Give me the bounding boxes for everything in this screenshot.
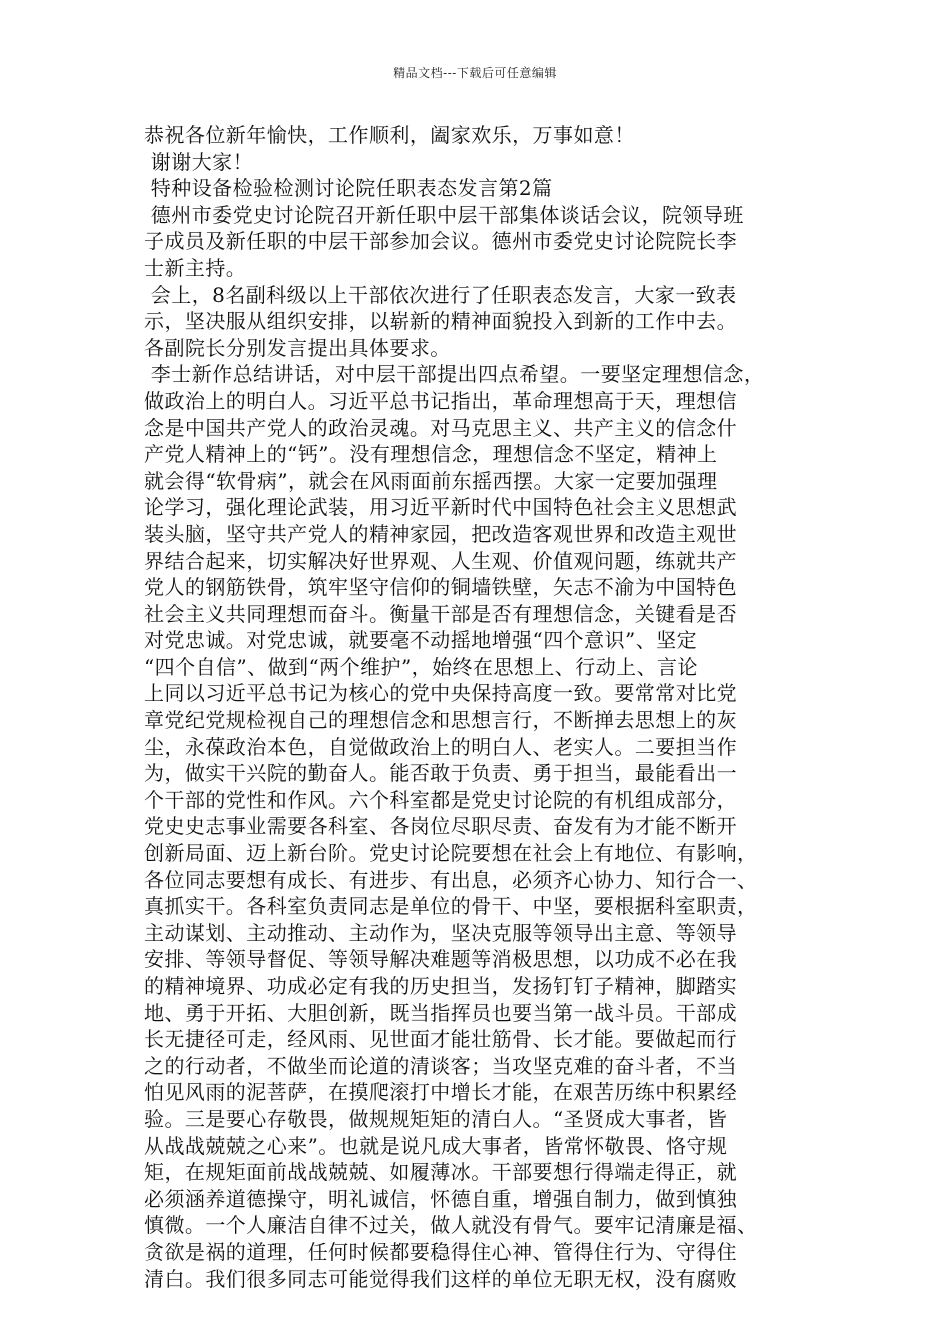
text-line: 章党纪党规检视自己的理想信念和思想言行，不断掸去思想上的灰 xyxy=(144,708,738,733)
text-line: 装头脑，坚守共产党人的精神家园，把改造客观世界和改造主观世 xyxy=(144,521,738,546)
text-line: 会上，8名副科级以上干部依次进行了任职表态发言，大家一致表 xyxy=(144,282,737,307)
text-line: 的精神境界、功成必定有我的历史担当，发扬钉钉子精神，脚踏实 xyxy=(144,974,738,998)
text-line: 各副院长分别发言提出具体要求。 xyxy=(144,335,451,360)
text-line: 验。三是要心存敬畏，做规规矩矩的清白人。“圣贤成大事者，皆 xyxy=(144,1106,728,1131)
text-line: 之的行动者，不做坐而论道的清谈客；当攻坚克难的奋斗者，不当 xyxy=(144,1053,738,1078)
text-line: 必须涵养道德操守，明礼诚信，怀德自重，增强自制力，做到慎独 xyxy=(144,1186,738,1211)
text-line: 德州市委党史讨论院召开新任职中层干部集体谈话会议，院领导班 xyxy=(144,202,744,227)
text-line: 矩，在规矩面前战战兢兢、如履薄冰。干部要想行得端走得正，就 xyxy=(144,1160,738,1185)
text-line: 清白。我们很多同志可能觉得我们这样的单位无职无权，没有腐败 xyxy=(144,1266,738,1291)
text-line: 各位同志要想有成长、有进步、有出息，必须齐心协力、知行合一、 xyxy=(144,867,758,892)
text-line: 主动谋划、主动推动、主动作为，坚决克服等领导出主意、等领导 xyxy=(144,920,738,945)
text-line: 论学习，强化理论武装，用习近平新时代中国特色社会主义思想武 xyxy=(144,495,738,520)
text-line: 示，坚决服从组织安排，以崭新的精神面貌投入到新的工作中去。 xyxy=(144,309,738,334)
text-line: 就会得“软骨病”，就会在风雨面前东摇西摆。大家一定要加强理 xyxy=(144,468,718,493)
text-line: “四个自信”、做到“两个维护”，始终在思想上、行动上、言论 xyxy=(144,654,698,679)
text-line: 从战战兢兢之心来”。也就是说凡成大事者，皆常怀敬畏、恪守规 xyxy=(144,1133,728,1158)
text-line: 社会主义共同理想而奋斗。衡量干部是否有理想信念，关键看是否 xyxy=(144,601,738,626)
text-line: 做政治上的明白人。习近平总书记指出，革命理想高于天，理想信 xyxy=(144,388,738,413)
text-line: 地、勇于开拓、大胆创新，既当指挥员也要当第一战斗员。干部成 xyxy=(144,1000,738,1025)
text-line: 特种设备检验检测讨论院任职表态发言第2篇 xyxy=(144,176,553,201)
text-line: 长无捷径可走，经风雨、见世面才能壮筋骨、长才能。要做起而行 xyxy=(144,1027,738,1052)
document-body xyxy=(144,122,830,1292)
text-line: 念是中国共产党人的政治灵魂。对马克思主义、共产主义的信念什 xyxy=(144,415,738,440)
text-line: 党史史志事业需要各科室、各岗位尽职尽责、奋发有为才能不断开 xyxy=(144,814,738,839)
text-line: 子成员及新任职的中层干部参加会议。德州市委党史讨论院院长李 xyxy=(144,229,738,254)
text-line: 个干部的党性和作风。六个科室都是党史讨论院的有机组成部分， xyxy=(144,787,738,812)
page-header: 精品文档---下载后可任意编辑 xyxy=(393,66,557,80)
text-line: 恭祝各位新年愉快，工作顺利，阖家欢乐，万事如意！ xyxy=(144,123,635,147)
text-line: 党人的钢筋铁骨，筑牢坚守信仰的铜墙铁壁，矢志不渝为中国特色 xyxy=(144,575,738,600)
text-line: 上同以习近平总书记为核心的党中央保持高度一致。要常常对比党 xyxy=(144,681,738,706)
text-line: 为，做实干兴院的勤奋人。能否敢于负责、勇于担当，最能看出一 xyxy=(144,761,738,786)
text-line: 谢谢大家！ xyxy=(144,149,254,174)
text-line: 产党人精神上的“钙”。没有理想信念，理想信念不坚定，精神上 xyxy=(144,442,718,467)
text-line: 士新主持。 xyxy=(144,255,247,280)
text-line: 界结合起来，切实解决好世界观、人生观、价值观问题，练就共产 xyxy=(144,548,738,573)
text-line: 贪欲是祸的道理，任何时候都要稳得住心神、管得住行为、守得住 xyxy=(144,1239,738,1264)
text-line: 真抓实干。各科室负责同志是单位的骨干、中坚，要根据科室职责， xyxy=(144,894,758,919)
text-line: 慎微。一个人廉洁自律不过关，做人就没有骨气。要牢记清廉是福、 xyxy=(144,1213,758,1238)
text-line: 对党忠诚。对党忠诚，就要毫不动摇地增强“四个意识”、坚定 xyxy=(144,628,698,653)
text-line: 安排、等领导督促、等领导解决难题等消极思想，以功成不必在我 xyxy=(144,947,738,972)
text-line: 怕见风雨的泥菩萨，在摸爬滚打中增长才能，在艰苦历练中积累经 xyxy=(144,1080,738,1105)
text-line: 创新局面、迈上新台阶。党史讨论院要想在社会上有地位、有影响， xyxy=(144,841,758,866)
text-line: 尘，永葆政治本色，自觉做政治上的明白人、老实人。二要担当作 xyxy=(144,734,738,759)
text-line: 李士新作总结讲话，对中层干部提出四点希望。一要坚定理想信念， xyxy=(144,362,765,387)
